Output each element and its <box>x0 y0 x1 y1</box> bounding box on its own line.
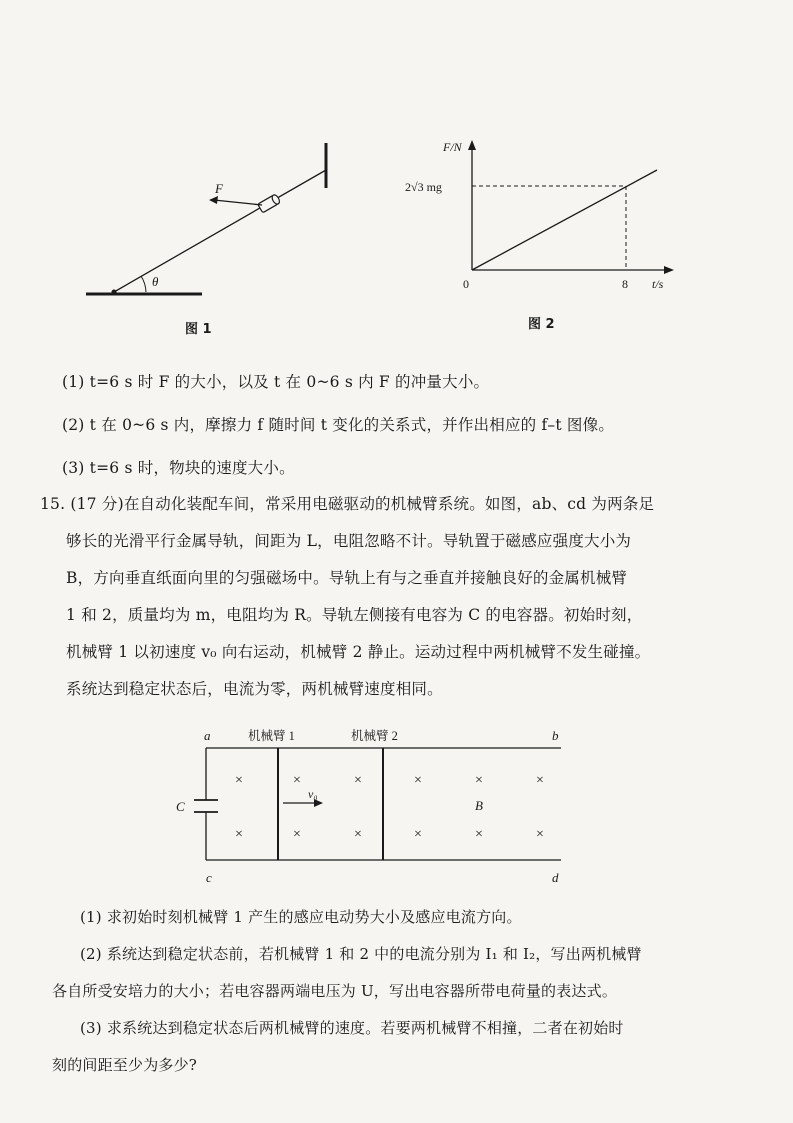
field-cross: × <box>354 827 362 842</box>
q15-part-3-line-2: 刻的间距至少为多少? <box>52 1056 198 1074</box>
field-cross: × <box>235 773 243 788</box>
q14-part-1: (1) t=6 s 时 F 的大小，以及 t 在 0~6 s 内 F 的冲量大小。 <box>62 373 490 391</box>
field-cross: × <box>536 773 544 788</box>
field-cross: × <box>354 773 362 788</box>
fig2-x-tick-label: 8 <box>622 277 628 291</box>
field-cross: × <box>414 773 422 788</box>
fig2-y-tick-label: 2√3 mg <box>405 180 442 194</box>
fig1-force-label: F <box>215 181 223 196</box>
fig1-caption: 图 1 <box>185 322 212 337</box>
fig2-x-arrowhead <box>664 266 674 274</box>
q15-stem-line-2: 够长的光滑平行金属导轨，间距为 L，电阻忽略不计。导轨置于磁感应强度大小为 <box>66 532 632 550</box>
field-cross: × <box>475 773 483 788</box>
label-a: a <box>204 728 211 743</box>
fig1-force-arrow <box>214 200 262 205</box>
field-cross: × <box>235 827 243 842</box>
fig1-angle-label: θ <box>152 274 159 289</box>
label-c: c <box>206 870 212 885</box>
field-cross: × <box>475 827 483 842</box>
q15-stem-line-3: B，方向垂直纸面向里的匀强磁场中。导轨上有与之垂直并接触良好的金属机械臂 <box>66 569 628 587</box>
fig1-angle-arc <box>141 276 146 292</box>
field-cross: × <box>293 827 301 842</box>
fig2-x-axis-label: t/s <box>652 277 664 291</box>
q14-part-3: (3) t=6 s 时，物块的速度大小。 <box>62 459 295 477</box>
field-cross: × <box>536 827 544 842</box>
fig2-caption: 图 2 <box>528 317 555 332</box>
field-label-B: B <box>475 798 483 813</box>
q15-part-3-line-1: (3) 求系统达到稳定状态后两机械臂的速度。若要两机械臂不相撞，二者在初始时 <box>80 1019 624 1037</box>
fig2-y-arrowhead <box>468 140 476 150</box>
v0-label: v₀ <box>308 787 318 801</box>
q15-part-2-line-2: 各自所受安培力的大小；若电容器两端电压为 U，写出电容器所带电荷量的表达式。 <box>52 982 618 1000</box>
label-b: b <box>552 728 559 743</box>
q15-stem-line-6: 系统达到稳定状态后，电流为零，两机械臂速度相同。 <box>66 680 443 698</box>
q15-stem-line-1: 15. (17 分)在自动化装配车间，常采用电磁驱动的机械臂系统。如图，ab、cd 为两条足 <box>40 495 655 513</box>
capacitor-label: C <box>176 799 185 814</box>
fig2-origin-label: 0 <box>463 277 469 291</box>
fig1-force-arrowhead <box>209 196 218 204</box>
figure-1 <box>0 0 793 320</box>
fig2-graph-line <box>472 170 657 270</box>
fig1-pivot <box>112 290 117 295</box>
fig2-y-axis-label: F/N <box>443 140 462 154</box>
q14-part-2: (2) t 在 0~6 s 内，摩擦力 f 随时间 t 变化的关系式，并作出相应的 f–t 图像。 <box>62 416 615 434</box>
q15-part-1: (1) 求初始时刻机械臂 1 产生的感应电动势大小及感应电流方向。 <box>80 908 522 926</box>
arm-2-label: 机械臂 2 <box>351 729 398 743</box>
q15-part-2-line-1: (2) 系统达到稳定状态前，若机械臂 1 和 2 中的电流分别为 I₁ 和 I₂，写出两机械臂 <box>80 945 642 963</box>
field-cross: × <box>414 827 422 842</box>
q15-stem-line-4: 1 和 2，质量均为 m，电阻均为 R。导轨左侧接有电容为 C 的电容器。初始时刻， <box>66 606 643 624</box>
field-cross: × <box>293 773 301 788</box>
q15-circuit-diagram <box>0 720 793 920</box>
label-d: d <box>552 870 559 885</box>
arm-1-label: 机械臂 1 <box>248 729 295 743</box>
fig1-sleeve <box>258 194 281 213</box>
q15-stem-line-5: 机械臂 1 以初速度 v₀ 向右运动，机械臂 2 静止。运动过程中两机械臂不发生碰撞。 <box>66 643 651 661</box>
